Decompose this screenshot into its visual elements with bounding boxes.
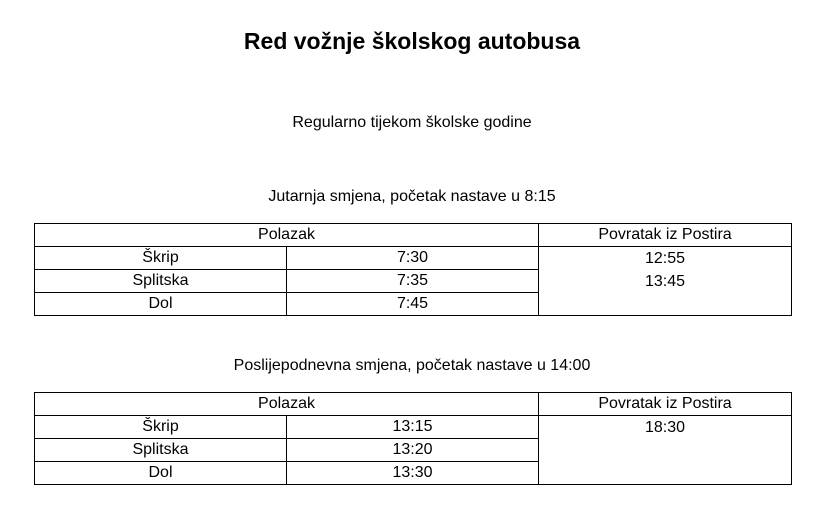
departure-time: 13:30	[287, 462, 539, 485]
table-header-row	[35, 224, 792, 247]
table-header-row	[35, 393, 792, 416]
return-time: 13:45	[644, 273, 686, 290]
table-row	[35, 416, 792, 439]
stop-name: Splitska	[35, 270, 287, 293]
return-time: 18:30	[644, 419, 686, 436]
stop-name: Dol	[35, 293, 287, 316]
departure-time: 7:45	[287, 293, 539, 316]
departure-time: 7:35	[287, 270, 539, 293]
stop-name: Škrip	[35, 247, 287, 270]
return-header: Povratak iz Postira	[539, 393, 792, 416]
stop-name: Škrip	[35, 416, 287, 439]
morning-shift-table	[34, 223, 792, 316]
departure-time: 13:15	[287, 416, 539, 439]
departure-header: Polazak	[35, 224, 539, 247]
page-subtitle: Regularno tijekom školske godine	[292, 114, 532, 131]
afternoon-shift-heading: Poslijepodnevna smjena, početak nastave u 14:00	[233, 357, 591, 374]
afternoon-shift-table	[34, 392, 792, 485]
departure-header: Polazak	[35, 393, 539, 416]
stop-name: Dol	[35, 462, 287, 485]
departure-time: 13:20	[287, 439, 539, 462]
stop-name: Splitska	[35, 439, 287, 462]
return-time: 12:55	[644, 250, 686, 267]
return-header: Povratak iz Postira	[539, 224, 792, 247]
page-title: Red vožnje školskog autobusa	[243, 28, 581, 54]
return-times-cell	[539, 247, 792, 316]
departure-time: 7:30	[287, 247, 539, 270]
morning-shift-heading: Jutarnja smjena, početak nastave u 8:15	[268, 188, 556, 205]
table-row	[35, 247, 792, 270]
return-times-cell	[539, 416, 792, 485]
